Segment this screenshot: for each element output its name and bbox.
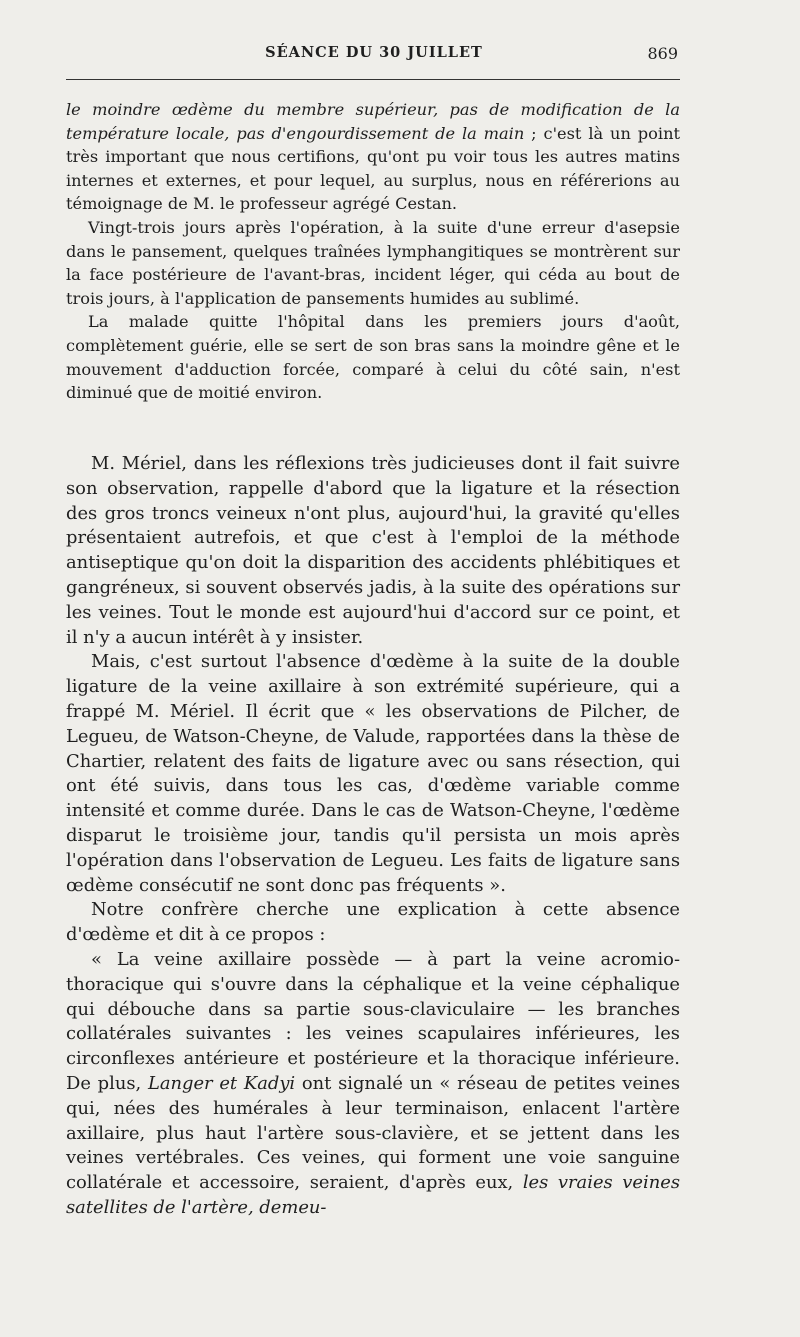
case-paragraph: Vingt-trois jours après l'opération, à la suite d'une erreur d'asepsie dans le pansement, quelques traînées lymphangitiques se montrèrent sur la face postérieure de l'avant-bras, incident léger, qui céda au bout de trois jours, à l'application de pansements humides au sublimé. — [66, 217, 680, 308]
header-rule — [66, 79, 680, 80]
page-number: 869 — [647, 44, 678, 63]
authors-italic: Langer et Kadyi — [147, 1072, 296, 1094]
commentary-text — [66, 452, 680, 1221]
body-paragraph — [66, 948, 680, 1221]
quote-text: « La veine axillaire possède — à part la veine acromio-thoracique qui s'ouvre dans la céphalique et la veine céphalique qui débouche dans sa partie sous-claviculaire — les branches collatérales suivantes : les veines scapulaires inférieures, les circonflexes antérieure et postérieure et la thoracique inférieure. De plus, — [66, 948, 680, 1094]
body-paragraph: Notre confrère cherche une explication à cette absence d'œdème et dit à ce propos : — [66, 899, 680, 946]
quote-text: ont signalé un « réseau de petites veines qui, nées des humérales à leur terminaison, enlacent l'artère axillaire, plus haut l'artère sous-clavière, et se jettent dans les veines vertébrales. Ces veines, qui forment une voie sanguine collatérale et accessoire, seraient, d'après eux, — [66, 1072, 681, 1194]
case-report-excerpt — [66, 98, 680, 405]
body-paragraph: Mais, c'est surtout l'absence d'œdème à la suite de la double ligature de la veine axillaire à son extrémité supérieure, qui a frappé M. Mériel. Il écrit que « les observations de Pilcher, de Legueu, de Watson-Cheyne, de Valude, rapportées dans la thèse de Chartier, relatent des faits de ligature avec ou sans résection, qui ont été suivis, dans tous les cas, d'œdème variable comme intensité et comme durée. Dans le cas de Watson-Cheyne, l'œdème disparut le troisième jour, tandis qu'il persista un mois après l'opération dans l'observation de Legueu. Les faits de ligature sans œdème consécutif ne sont donc pas fréquents ». — [66, 651, 680, 896]
case-paragraph: La malade quitte l'hôpital dans les premiers jours d'août, complètement guérie, elle se sert de son bras sans la moindre gêne et le mouvement d'adduction forcée, comparé à celui du côté sain, n'est diminué que de moitié environ. — [66, 312, 680, 403]
page-header — [66, 44, 682, 72]
italic-phrase: les vraies veines satellites de l'artère, demeu- — [66, 1172, 680, 1218]
running-title: SÉANCE DU 30 JUILLET — [265, 44, 483, 61]
case-paragraph — [66, 98, 680, 216]
case-text: ; c'est là un point très important que nous certifions, qu'ont pu voir tous les autres matins internes et externes, et pour lequel, au surplus, nous en référerions au témoignage de M. le professeur agrégé Cestan. — [66, 123, 680, 214]
body-paragraph: M. Mériel, dans les réflexions très judicieuses dont il fait suivre son observation, rappelle d'abord que la ligature et la résection des gros troncs veineux n'ont plus, aujourd'hui, la gravité qu'elles présentaient autrefois, et que c'est à l'emploi de la méthode antiseptique qu'on doit la disparition des accidents phlébitiques et gangréneux, si souvent observés jadis, à la suite des opérations sur les veines. Tout le monde est aujourd'hui d'accord sur ce point, et il n'y a aucun intérêt à y insister. — [66, 453, 680, 648]
italic-quote: le moindre œdème du membre supérieur, pas de modification de la température locale, pas d'engourdissement de la main — [66, 100, 680, 143]
